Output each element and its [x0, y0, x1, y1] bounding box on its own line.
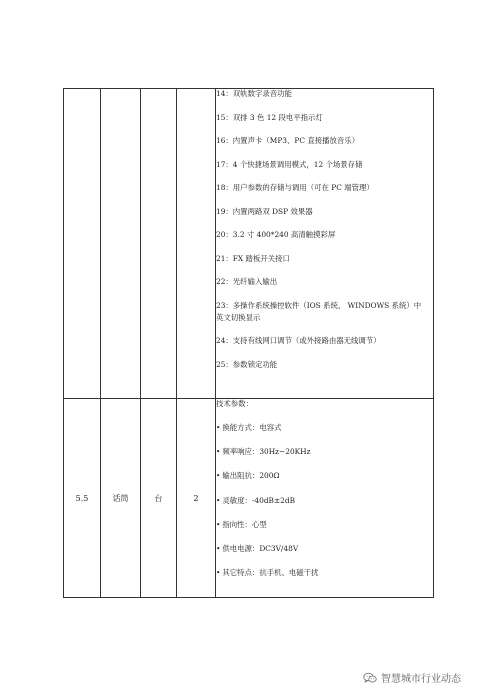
param-text: 换能方式：电容式 [222, 423, 282, 432]
feature-line: 英文切换显示 [216, 312, 261, 322]
item-number: 5.5 [64, 399, 101, 598]
param-text: 指向性：心型 [222, 519, 267, 529]
param-line: • 指向性：心型 [216, 519, 267, 529]
table-row [64, 89, 434, 399]
feature-line: 23：多操作系统操控软件（IOS 系统、 WINDOWS 系统）中 [216, 300, 422, 310]
feature-line: 24：支持有线网口调节（或外接路由器无线调节） [216, 336, 381, 345]
params-cell [216, 399, 434, 598]
item-quantity: 2 [177, 399, 216, 598]
feature-line: 15：双排 3 色 12 段电平指示灯 [216, 112, 323, 122]
param-line: • 供电电源：DC3V/48V [216, 543, 299, 553]
param-line: • 灵敏度：-40dB±2dB [216, 495, 296, 505]
param-text: 频率响应：30Hz~20KHz [222, 447, 311, 457]
watermark [363, 670, 461, 685]
cell-unit [141, 89, 177, 399]
feature-line: 17：4 个快捷场景调用模式，12 个场景存储 [216, 159, 363, 169]
params-title: 技术参数： [216, 399, 253, 408]
cell-name [101, 89, 141, 399]
param-line: • 频率响应：30Hz~20KHz [216, 447, 311, 457]
item-unit: 台 [141, 399, 177, 598]
param-text: 输出阻抗：200Ω [222, 471, 280, 481]
param-text: 其它特点：抗手机、电磁干扰 [222, 568, 319, 578]
feature-line: 21：FX 踏板开关接口 [216, 253, 290, 263]
features-cell [216, 89, 434, 399]
feature-line: 22：光纤输入输出 [216, 277, 278, 286]
wechat-icon [363, 672, 377, 684]
param-text: 供电电源：DC3V/48V [222, 543, 299, 553]
feature-line: 14：双轨数字录音功能 [216, 89, 292, 98]
param-text: 灵敏度：-40dB±2dB [222, 495, 296, 505]
watermark-text: 智慧城市行业动态 [381, 674, 461, 685]
feature-line: 18：用户参数的存储与调用（可在 PC 端管理） [216, 183, 374, 192]
cell-quantity [177, 89, 216, 399]
table-row [64, 399, 434, 598]
feature-line: 25：参数锁定功能 [216, 359, 278, 369]
param-line: • 其它特点：抗手机、电磁干扰 [216, 568, 319, 578]
param-line: • 换能方式：电容式 [216, 423, 282, 432]
spec-table [63, 88, 434, 598]
feature-line: 19：内置两路双 DSP 效果器 [216, 206, 313, 216]
cell-number [64, 89, 101, 399]
param-line: • 输出阻抗：200Ω [216, 471, 280, 481]
feature-line: 16：内置声卡（MP3、PC 直接播放音乐） [216, 136, 360, 145]
item-name: 话筒 [101, 399, 141, 598]
feature-line: 20：3.2 寸 400*240 高清触摸彩屏 [216, 230, 336, 239]
